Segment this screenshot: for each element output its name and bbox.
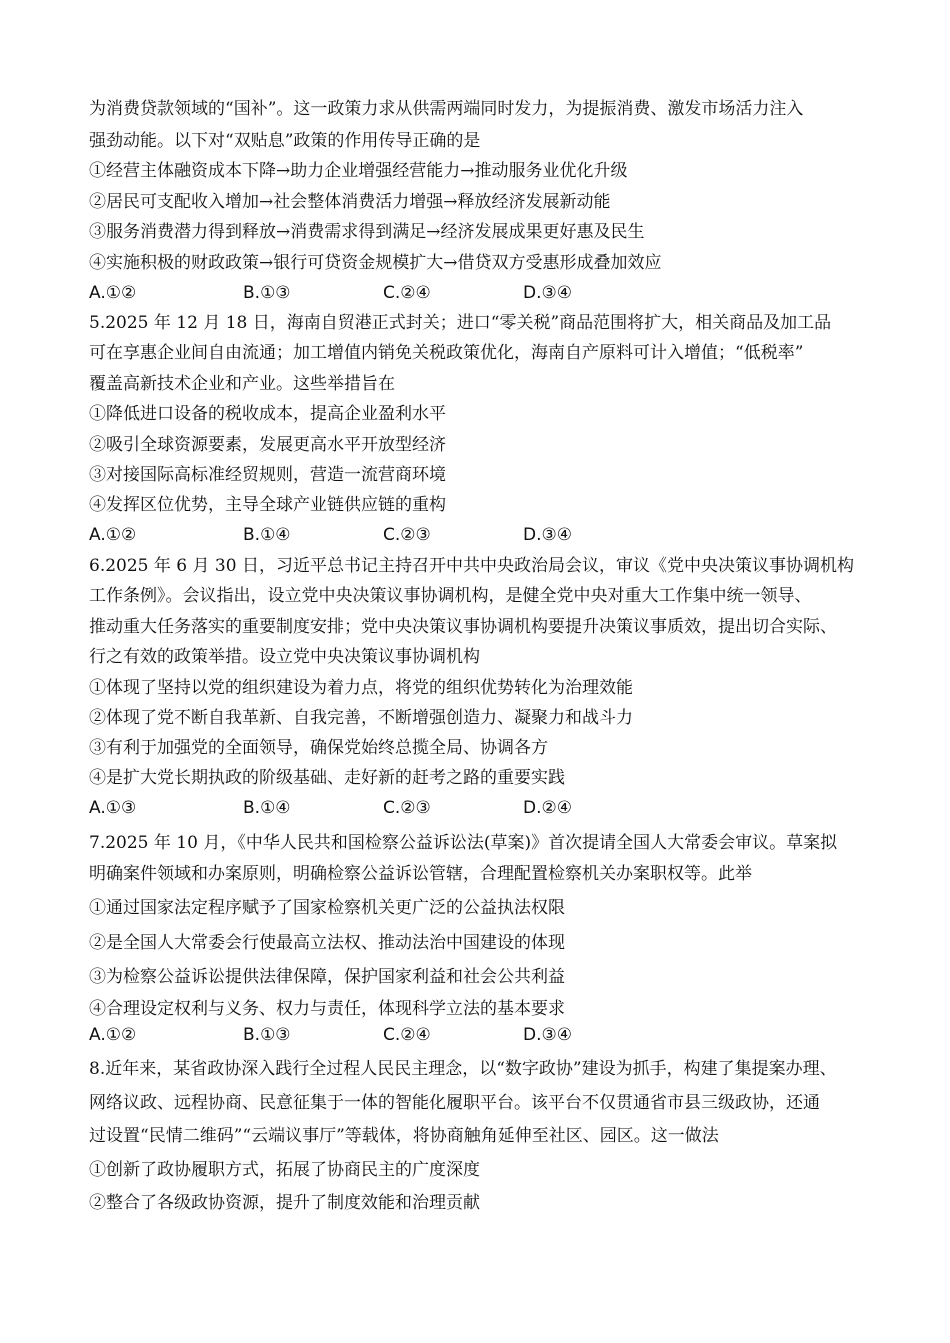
q6-stem-line: 行之有效的政策举措。设立党中央决策议事协调机构: [89, 647, 480, 667]
q7-stem-line: 明确案件领域和办案原则，明确检察公益诉讼管辖，合理配置检察机关办案职权等。此举: [89, 864, 752, 884]
q7-stem-line: 7.2025 年 10 月，《中华人民共和国检察公益诉讼法(草案)》首次提请全国人大常委会审议。草案拟: [89, 833, 838, 853]
q8-option-1: ①创新了政协履职方式，拓展了协商民主的广度深度: [89, 1160, 480, 1180]
q6-option-2: ②体现了党不断自我革新、自我完善，不断增强创造力、凝聚力和战斗力: [89, 708, 633, 728]
q5-choice-b: B.①④: [243, 525, 291, 545]
q7-option-3: ③为检察公益诉讼提供法律保障，保护国家利益和社会公共利益: [89, 967, 565, 987]
q8-stem-line: 网络议政、远程协商、民意征集于一体的智能化履职平台。该平台不仅贯通省市县三级政协，还通: [89, 1093, 820, 1113]
q4-choice-c: C.②④: [383, 283, 431, 303]
q7-choice-b: B.①③: [243, 1025, 291, 1045]
q6-stem-line: 工作条例》。会议指出，设立党中央决策议事协调机构，是健全党中央对重大工作集中统一领导、: [89, 586, 812, 606]
q7-option-1: ①通过国家法定程序赋予了国家检察机关更广泛的公益执法权限: [89, 898, 565, 918]
q6-choice-c: C.②③: [383, 798, 431, 818]
q4-stem-line: 强劲动能。以下对“双贴息”政策的作用传导正确的是: [89, 131, 481, 151]
q4-choice-a: A.①②: [89, 283, 137, 303]
q6-stem-line: 推动重大任务落实的重要制度安排；党中央决策议事协调机构要提升决策议事质效，提出切合实际、: [89, 617, 837, 637]
q6-choice-d: D.②④: [523, 798, 572, 818]
q5-option-2: ②吸引全球资源要素，发展更高水平开放型经济: [89, 435, 446, 455]
q6-option-1: ①体现了坚持以党的组织建设为着力点，将党的组织优势转化为治理效能: [89, 678, 633, 698]
q4-stem-line: 为消费贷款领域的“国补”。这一政策力求从供需两端同时发力，为提振消费、激发市场活力注入: [89, 99, 804, 119]
q7-choice-c: C.②④: [383, 1025, 431, 1045]
q5-option-3: ③对接国际高标准经贸规则，营造一流营商环境: [89, 465, 446, 485]
q5-stem-line: 可在享惠企业间自由流通；加工增值内销免关税政策优化，海南自产原料可计入增值；“低税率”: [89, 343, 804, 363]
q6-choice-a: A.①③: [89, 798, 137, 818]
q4-choice-d: D.③④: [523, 283, 572, 303]
q5-stem-line: 覆盖高新技术企业和产业。这些举措旨在: [89, 374, 395, 394]
q4-choice-b: B.①③: [243, 283, 291, 303]
q5-choice-a: A.①②: [89, 525, 137, 545]
q6-option-3: ③有利于加强党的全面领导，确保党始终总揽全局、协调各方: [89, 738, 548, 758]
q4-option-3: ③服务消费潜力得到释放→消费需求得到满足→经济发展成果更好惠及民生: [89, 222, 645, 242]
q4-option-2: ②居民可支配收入增加→社会整体消费活力增强→释放经济发展新动能: [89, 192, 611, 212]
q8-stem-line: 8.近年来，某省政协深入践行全过程人民民主理念，以“数字政协”建设为抓手，构建了集提案办理、: [89, 1059, 837, 1079]
q8-option-2: ②整合了各级政协资源，提升了制度效能和治理贡献: [89, 1193, 480, 1213]
q4-option-1: ①经营主体融资成本下降→助力企业增强经营能力→推动服务业优化升级: [89, 161, 628, 181]
q4-option-4: ④实施积极的财政政策→银行可贷资金规模扩大→借贷双方受惠形成叠加效应: [89, 253, 662, 273]
q6-option-4: ④是扩大党长期执政的阶级基础、走好新的赶考之路的重要实践: [89, 768, 565, 788]
q7-choice-a: A.①②: [89, 1025, 137, 1045]
q7-option-2: ②是全国人大常委会行使最高立法权、推动法治中国建设的体现: [89, 933, 565, 953]
q7-choice-d: D.③④: [523, 1025, 572, 1045]
q6-choice-b: B.①④: [243, 798, 291, 818]
q7-option-4: ④合理设定权利与义务、权力与责任，体现科学立法的基本要求: [89, 999, 565, 1019]
q6-stem-line: 6.2025 年 6 月 30 日，习近平总书记主持召开中共中央政治局会议，审议《党中央决策议事协调机构: [89, 556, 854, 576]
q5-choice-c: C.②③: [383, 525, 431, 545]
q8-stem-line: 过设置“民情二维码”“云端议事厅”等载体，将协商触角延伸至社区、园区。这一做法: [89, 1126, 719, 1146]
q5-stem-line: 5.2025 年 12 月 18 日，海南自贸港正式封关；进口“零关税”商品范围将扩大，相关商品及加工品: [89, 313, 832, 333]
q5-option-1: ①降低进口设备的税收成本，提高企业盈利水平: [89, 404, 446, 424]
q5-option-4: ④发挥区位优势，主导全球产业链供应链的重构: [89, 495, 446, 515]
q5-choice-d: D.③④: [523, 525, 572, 545]
